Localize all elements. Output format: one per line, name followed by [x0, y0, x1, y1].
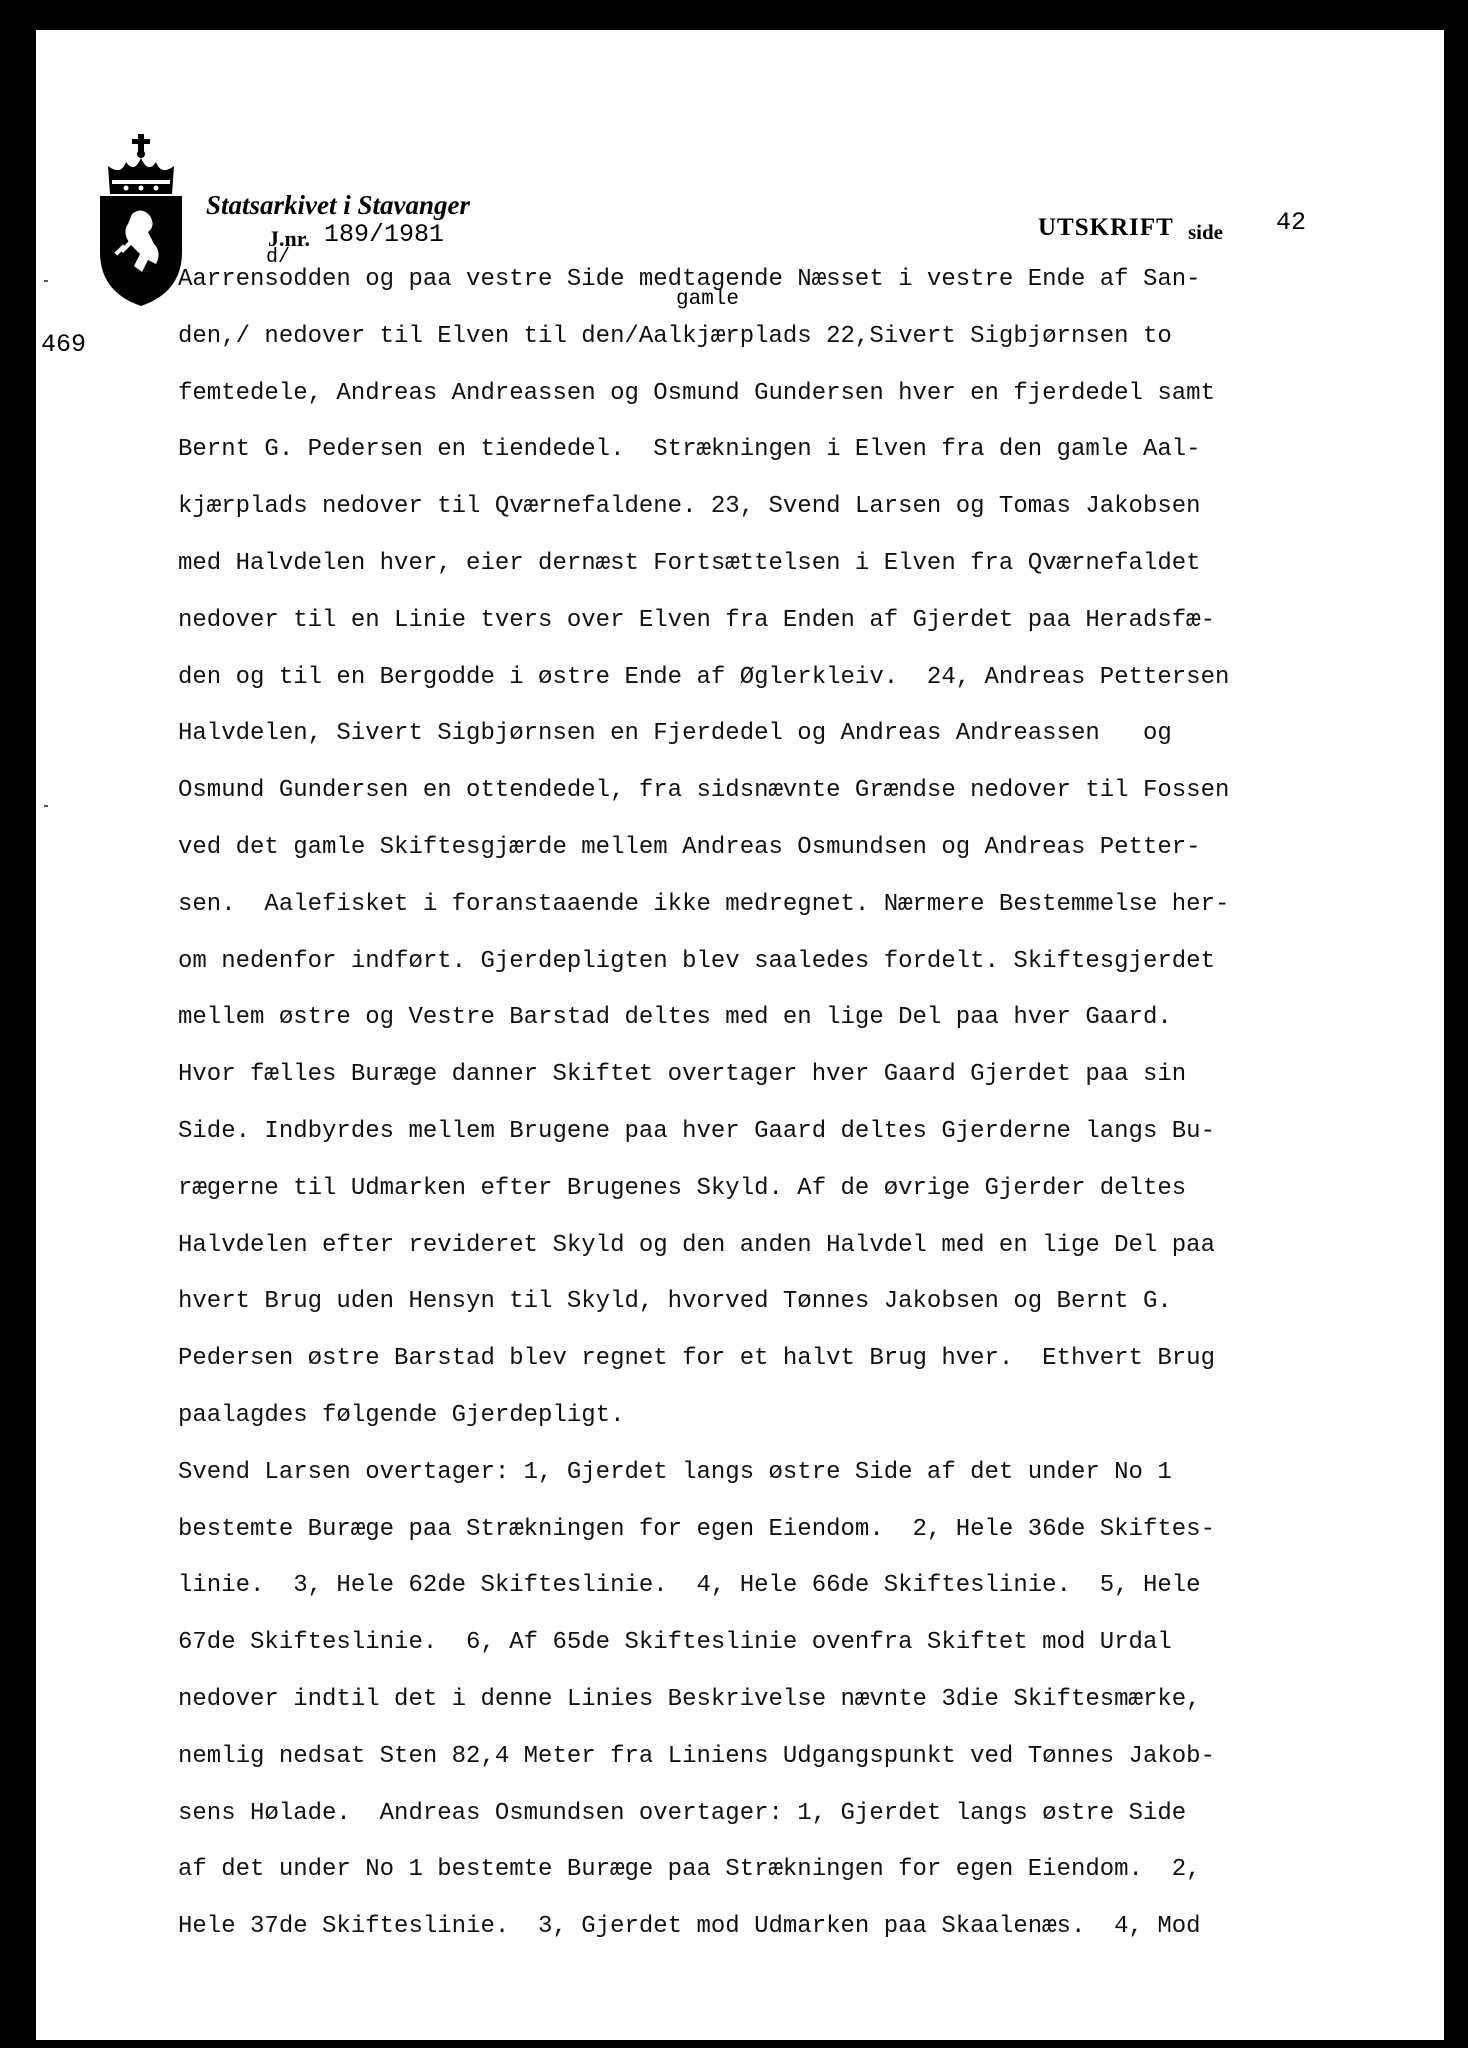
text-line: om nedenfor indført. Gjerdepligten blev saaledes fordelt. Skiftesgjerdet	[178, 947, 1215, 975]
text-line: Bernt G. Pedersen en tiendedel. Strækningen i Elven fra den gamle Aal-	[178, 436, 1201, 464]
folio-number: 469	[41, 330, 87, 359]
document-page	[36, 30, 1444, 2040]
text-line: den,/ nedover til Elven til den/Aalkjærplads 22,Sivert Sigbjørnsen to	[178, 322, 1172, 350]
text-line: Aarrensodden og paa vestre Side medtagende Næsset i vestre Ende af San-	[178, 266, 1201, 293]
utskrift-label: UTSKRIFT	[1038, 214, 1174, 241]
text-line: paalagdes følgende Gjerdepligt.	[178, 1402, 625, 1429]
text-line: nemlig nedsat Sten 82,4 Meter fra Liniens Udgangspunkt ved Tønnes Jakob-	[178, 1742, 1215, 1770]
text-line: Pedersen østre Barstad blev regnet for et halvt Brug hver. Ethvert Brug	[178, 1345, 1215, 1373]
text-line: mellem østre og Vestre Barstad deltes med en lige Del paa hver Gaard.	[178, 1004, 1172, 1032]
text-line: Hvor fælles Buræge danner Skiftet overtager hver Gaard Gjerdet paa sin	[178, 1061, 1187, 1089]
journal-number-label: J.nr.	[268, 226, 310, 251]
text-line: Hele 37de Skifteslinie. 3, Gjerdet mod Udmarken paa Skaalenæs. 4, Mod	[178, 1913, 1201, 1941]
text-line: Halvdelen, Sivert Sigbjørnsen en Fjerdedel og Andreas Andreassen og	[178, 720, 1172, 748]
journal-number-value: 189/1981	[324, 220, 445, 249]
text-line: linie. 3, Hele 62de Skifteslinie. 4, Hele 66de Skifteslinie. 5, Hele	[178, 1572, 1201, 1600]
page-number: 42	[1276, 208, 1307, 237]
margin-mark	[44, 280, 48, 282]
text-line: den og til en Bergodde i østre Ende af Øglerkleiv. 24, Andreas Pettersen	[178, 663, 1230, 691]
text-line: ved det gamle Skiftesgjærde mellem Andreas Osmundsen og Andreas Petter-	[178, 834, 1201, 861]
side-label: side	[1188, 220, 1224, 244]
text-line: nedover indtil det i denne Linies Beskrivelse nævnte 3die Skiftesmærke,	[178, 1686, 1201, 1713]
norwegian-coat-of-arms-icon	[96, 132, 186, 307]
text-line: kjærplads nedover til Qværnefaldene. 23, Svend Larsen og Tomas Jakobsen	[178, 493, 1201, 521]
text-line: sens Hølade. Andreas Osmundsen overtager: 1, Gjerdet langs østre Side	[178, 1799, 1187, 1827]
margin-mark	[44, 805, 48, 807]
text-line: Halvdelen efter revideret Skyld og den anden Halvdel med en lige Del paa	[178, 1231, 1215, 1259]
archive-name: Statsarkivet i Stavanger	[206, 190, 471, 220]
text-line: nedover til en Linie tvers over Elven fra Enden af Gjerdet paa Heradsfæ-	[178, 606, 1215, 634]
margin-annotation: d/	[266, 246, 291, 269]
interlinear-annotation: gamle	[676, 288, 740, 311]
text-line: sen. Aalefisket i foranstaaende ikke medregnet. Nærmere Bestemmelse her-	[178, 890, 1230, 918]
text-line: af det under No 1 bestemte Buræge paa Strækningen for egen Eiendom. 2,	[178, 1856, 1201, 1884]
text-line: Side. Indbyrdes mellem Brugene paa hver Gaard deltes Gjerderne langs Bu-	[178, 1118, 1215, 1145]
text-line: bestemte Buræge paa Strækningen for egen Eiendom. 2, Hele 36de Skiftes-	[178, 1515, 1215, 1543]
text-line: Svend Larsen overtager: 1, Gjerdet langs østre Side af det under No 1	[178, 1458, 1172, 1486]
text-line: 67de Skifteslinie. 6, Af 65de Skifteslinie ovenfra Skiftet mod Urdal	[178, 1629, 1172, 1657]
text-line: rægerne til Udmarken efter Brugenes Skyld. Af de øvrige Gjerder deltes	[178, 1174, 1187, 1202]
text-line: hvert Brug uden Hensyn til Skyld, hvorved Tønnes Jakobsen og Bernt G.	[178, 1288, 1172, 1316]
text-line: femtedele, Andreas Andreassen og Osmund Gundersen hver en fjerdedel samt	[178, 379, 1215, 407]
text-line: Osmund Gundersen en ottendedel, fra sidsnævnte Grændse nedover til Fossen	[178, 777, 1230, 805]
text-line: med Halvdelen hver, eier dernæst Fortsættelsen i Elven fra Qværnefaldet	[178, 550, 1201, 577]
